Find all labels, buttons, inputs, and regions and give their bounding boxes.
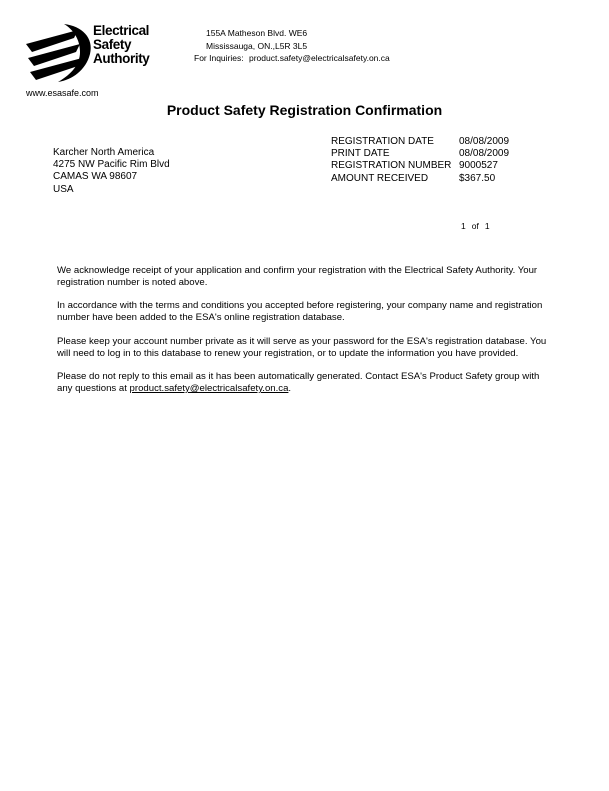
esa-logo-wordmark — [93, 24, 149, 66]
esa-logo-icon — [24, 22, 94, 84]
logo-line-1: Electrical — [93, 23, 150, 38]
registration-row — [331, 136, 509, 148]
address-line-1: 155A Matheson Blvd. WE6 — [206, 28, 308, 38]
address-line-2: Mississauga, ON.,L5R 3L5 — [206, 40, 308, 51]
registration-label: REGISTRATION NUMBER — [331, 160, 452, 172]
registration-details — [331, 136, 509, 185]
website-link[interactable]: www.esasafe.com — [26, 88, 99, 98]
paragraph-4-text: Please do not reply to this email as it has been automatically generated. Contact ESA's Product Safety group with any questions at — [57, 371, 540, 394]
registration-value: 08/08/2009 — [459, 136, 510, 147]
registration-label: PRINT DATE — [331, 148, 390, 160]
customer-city: CAMAS WA 98607 — [53, 171, 138, 183]
registration-label: REGISTRATION DATE — [331, 136, 434, 147]
page-number — [461, 221, 490, 231]
page-of: of — [471, 221, 479, 231]
customer-street: 4275 NW Pacific Rim Blvd — [53, 159, 170, 171]
body-paragraph-4 — [57, 371, 547, 395]
header-address — [194, 27, 390, 65]
document-title: Product Safety Registration Confirmation — [166, 102, 443, 118]
body-paragraph-1: We acknowledge receipt of your application and confirm your registration with the Electrical Safety Authority. Your registration number is noted above. — [57, 265, 538, 288]
customer-country: USA — [53, 183, 74, 195]
customer-name: Karcher North America — [53, 147, 155, 158]
registration-value: 08/08/2009 — [459, 148, 510, 160]
letter-body — [57, 265, 547, 407]
registration-value: $367.50 — [459, 172, 496, 184]
registration-label: AMOUNT RECEIVED — [331, 172, 429, 184]
registration-value: 9000527 — [459, 160, 498, 172]
inquiries-line — [194, 52, 390, 65]
contact-email-link[interactable]: product.safety@electricalsafety.on.ca — [129, 382, 289, 394]
inquiries-label: For Inquiries: — [194, 53, 244, 63]
registration-row — [331, 148, 509, 160]
inquiries-email[interactable]: product.safety@electricalsafety.on.ca — [248, 53, 390, 63]
customer-address — [53, 147, 170, 196]
logo-line-2: Safety — [93, 37, 132, 52]
page-total: 1 — [484, 221, 490, 231]
page-current: 1 — [461, 221, 466, 231]
registration-row — [331, 160, 509, 172]
body-paragraph-3: Please keep your account number private as it will serve as your password for the ESA's registration database. You will need to log in to this database to renew your registration, or to update the information you have provided. — [57, 335, 547, 359]
paragraph-4-end: . — [288, 382, 292, 394]
body-paragraph-2: In accordance with the terms and conditions you accepted before registering, your company name and registration number have been added to the ESA's online registration database. — [57, 300, 543, 324]
logo-line-3: Authority — [93, 51, 150, 66]
registration-row — [331, 173, 509, 185]
